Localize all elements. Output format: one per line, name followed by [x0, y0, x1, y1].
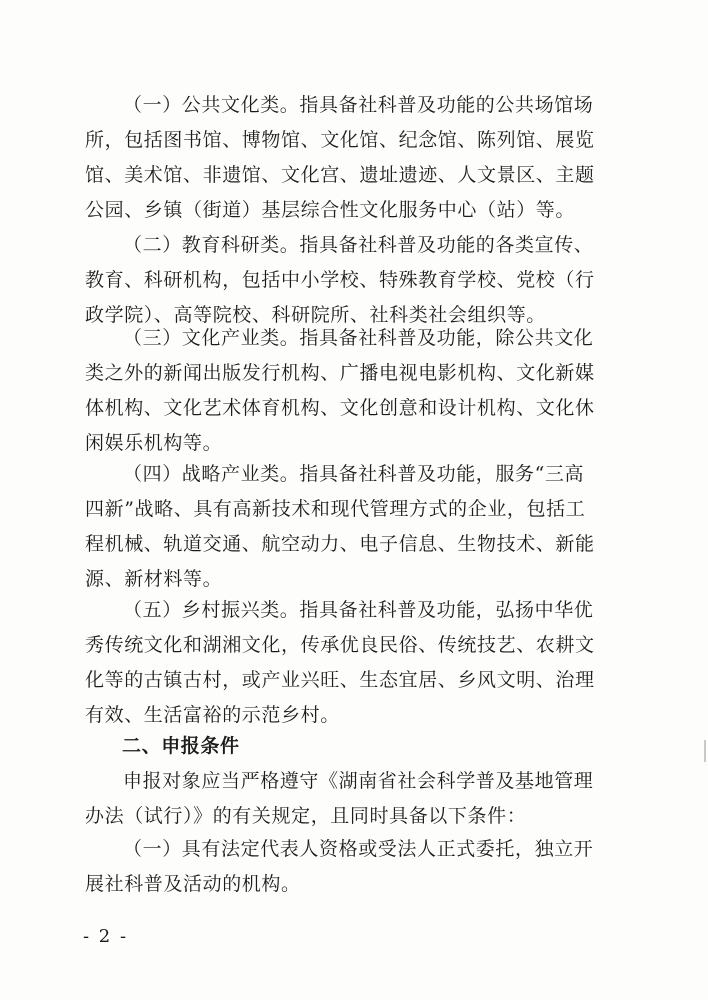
text-line: 类之外的新闻出版发行机构、广播电视电影机构、文化新媒	[85, 362, 595, 384]
text-line: 四新”战略、具有高新技术和现代管理方式的企业，包括工	[85, 498, 586, 520]
text-line: （一）具有法定代表人资格或受法人正式委托，独立开	[123, 838, 594, 860]
text-line: （一）公共文化类。指具备社科普及功能的公共场馆场	[123, 94, 594, 116]
section-heading: 二、申报条件	[122, 735, 240, 757]
text-line: （五）乡村振兴类。指具备社科普及功能，弘扬中华优	[123, 599, 594, 621]
paragraph-rural-revitalization	[85, 593, 605, 733]
text-line: 闲娱乐机构等。	[85, 432, 223, 454]
text-line: （三）文化产业类。指具备社科普及功能，除公共文化	[123, 327, 594, 349]
page-number: - 2 -	[83, 926, 129, 947]
paragraph-application-intro	[85, 764, 605, 834]
text-line: （四）战略产业类。指具备社科普及功能，服务“三高	[123, 463, 585, 485]
text-line: 所，包括图书馆、博物馆、文化馆、纪念馆、陈列馆、展览	[85, 129, 595, 151]
paragraph-strategic-industry	[85, 457, 605, 597]
paragraph-condition-one	[85, 832, 605, 902]
text-line: 源、新材料等。	[85, 568, 223, 590]
text-line: 展社科普及活动的机构。	[85, 873, 301, 895]
text-line: 程机械、轨道交通、航空动力、电子信息、生物技术、新能	[85, 533, 595, 555]
paragraph-education-research	[85, 228, 605, 333]
text-line: 申报对象应当严格遵守《湖南省社会科学普及基地管理	[123, 770, 594, 792]
text-line: 政学院）、高等院校、科研院所、社科类社会组织等。	[85, 304, 546, 326]
text-line: 体机构、文化艺术体育机构、文化创意和设计机构、文化休	[85, 397, 595, 419]
text-line: 秀传统文化和湖湘文化，传承优良民俗、传统技艺、农耕文	[85, 634, 595, 656]
text-line: 有效、生活富裕的示范乡村。	[85, 704, 340, 726]
text-line: 教育、科研机构，包括中小学校、特殊教育学校、党校（行	[85, 269, 595, 291]
text-line: （二）教育科研类。指具备社科普及功能的各类宣传、	[123, 234, 594, 256]
paragraph-culture-industry	[85, 321, 605, 461]
text-line: 公园、乡镇（街道）基层综合性文化服务中心（站）等。	[85, 199, 576, 221]
paragraph-public-culture	[85, 88, 605, 228]
scan-edge-mark	[704, 740, 706, 762]
text-line: 馆、美术馆、非遗馆、文化宫、遗址遗迹、人文景区、主题	[85, 164, 595, 186]
text-line: 化等的古镇古村，或产业兴旺、生态宜居、乡风文明、治理	[85, 669, 595, 691]
text-line: 办法（试行）》的有关规定，且同时具备以下条件：	[85, 805, 527, 827]
